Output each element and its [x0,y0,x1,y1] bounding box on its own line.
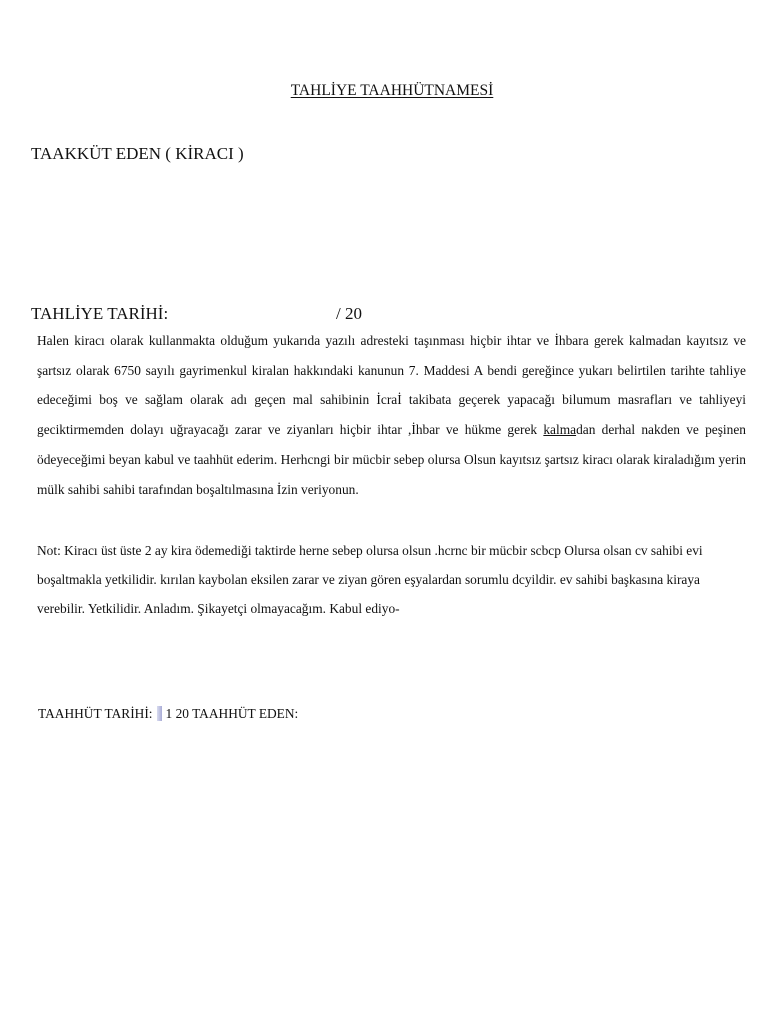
commitment-underlined-word: kalma [543,422,577,438]
commitment-date-value: 1 20 [165,706,189,721]
committer-label: TAAHHÜT EDEN: [192,706,299,721]
eviction-date-year: / 20 [336,304,362,323]
note-paragraph: Not: Kiracı üst üste 2 ay kira ödemediği taktirde herne sebep olursa olsun .hcrnc bir mücbir scbcp Olursa olsan cv sahibi evi boşaltmakla yetkilidir. kırılan kaybolan eksilen zarar ve ziyan gören eşyalardan sorumlu dcyildir. ev sahibi başkasına kiraya verebilir. Yetkilidir. Anladım. Şikayetçi olmayacağım. Kabul ediyo- [37,543,703,617]
commitment-text-part-1: Halen kiracı olarak kullanmakta olduğum yukarıda yazılı adresteki taşınması hiçbir ihtar ve İhbara gerek kalmadan kayıtsız ve şartsız olarak 6750 sayılı gayrimenkul kiralan hakkındaki kanunun 7. Maddesi A bendi gereğince yukarı belirtilen tarihte tahliye edeceğimi boş ve sağlam olarak adı geçen mal sahibinin İcraİ takibata geçerek yapacağı bilumum masrafları ve tahliyeyi geciktirmemden dolayı uğrayacağı zarar ve ziyanları hiçbir ihtar ,İhbar ve hükme gerek [37,333,746,438]
commitment-text-part-2: dan derhal nakden ve peşinen ödeyeceğimi beyan kabul ve taahhüt ederim. Herhcngi bir mücbir sebep olursa Olsun kayıtsız şartsız kiracı olarak kiraladığım yerin mülk sahibi sahibi tarafından boşaltılmasına İzin veriyonun. [37,422,746,497]
commitment-date-line [38,706,298,722]
eviction-date-label: TAHLİYE TARİHİ: [31,304,169,323]
tenant-heading: TAAKKÜT EDEN ( KİRACI ) [31,144,244,163]
commitment-paragraph [37,326,746,504]
text-cursor-marker-icon [157,706,162,721]
eviction-date-line [31,304,362,324]
document-title: TAHLİYE TAAHHÜTNAMESİ [290,82,494,99]
commitment-date-label: TAAHHÜT TARİHİ: [38,706,153,721]
